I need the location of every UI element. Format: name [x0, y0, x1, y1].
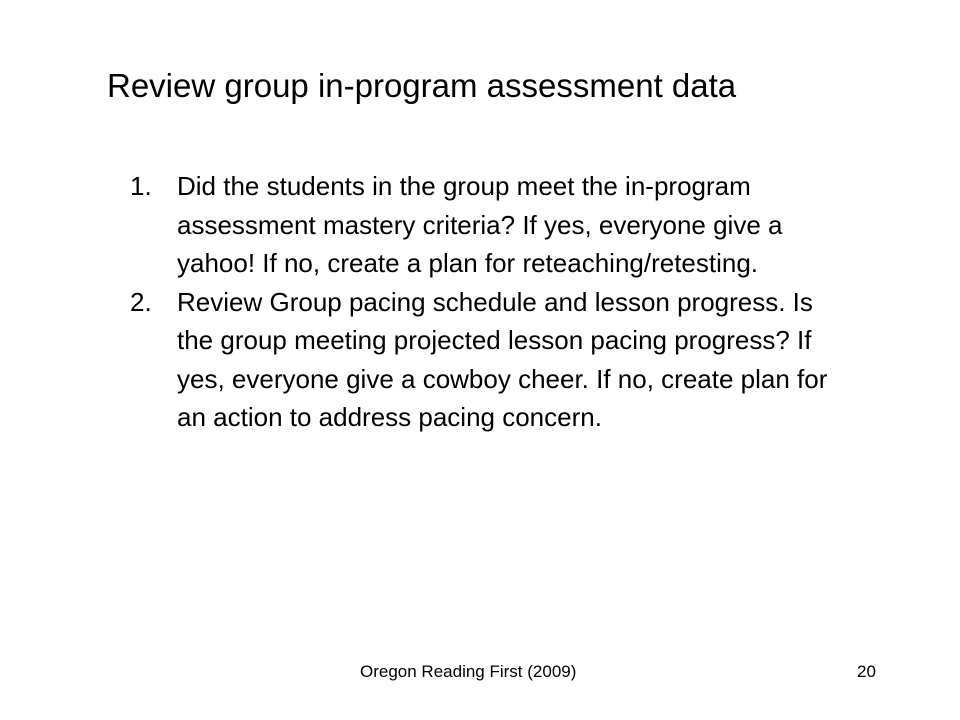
list-item-text: Did the students in the group meet the in-program assessment mastery criteria? If yes, everyone give a yahoo! If no, create a plan for reteaching/retesting.: [177, 171, 783, 278]
list-item-text: Review Group pacing schedule and lesson progress. Is the group meeting projected lesson pacing progress? If yes, everyone give a cowboy cheer. If no, create plan for an action to address pacing concern.: [177, 286, 828, 432]
list-item-number: 2.: [130, 286, 152, 317]
page-number: 20: [857, 662, 876, 681]
slide-title: Review group in-program assessment data: [107, 67, 737, 104]
footer-text: Oregon Reading First (2009): [360, 662, 577, 681]
list-item: [130, 283, 830, 437]
list-item-number: 1.: [130, 171, 152, 201]
numbered-list: [130, 167, 830, 437]
list-item: [130, 167, 830, 283]
